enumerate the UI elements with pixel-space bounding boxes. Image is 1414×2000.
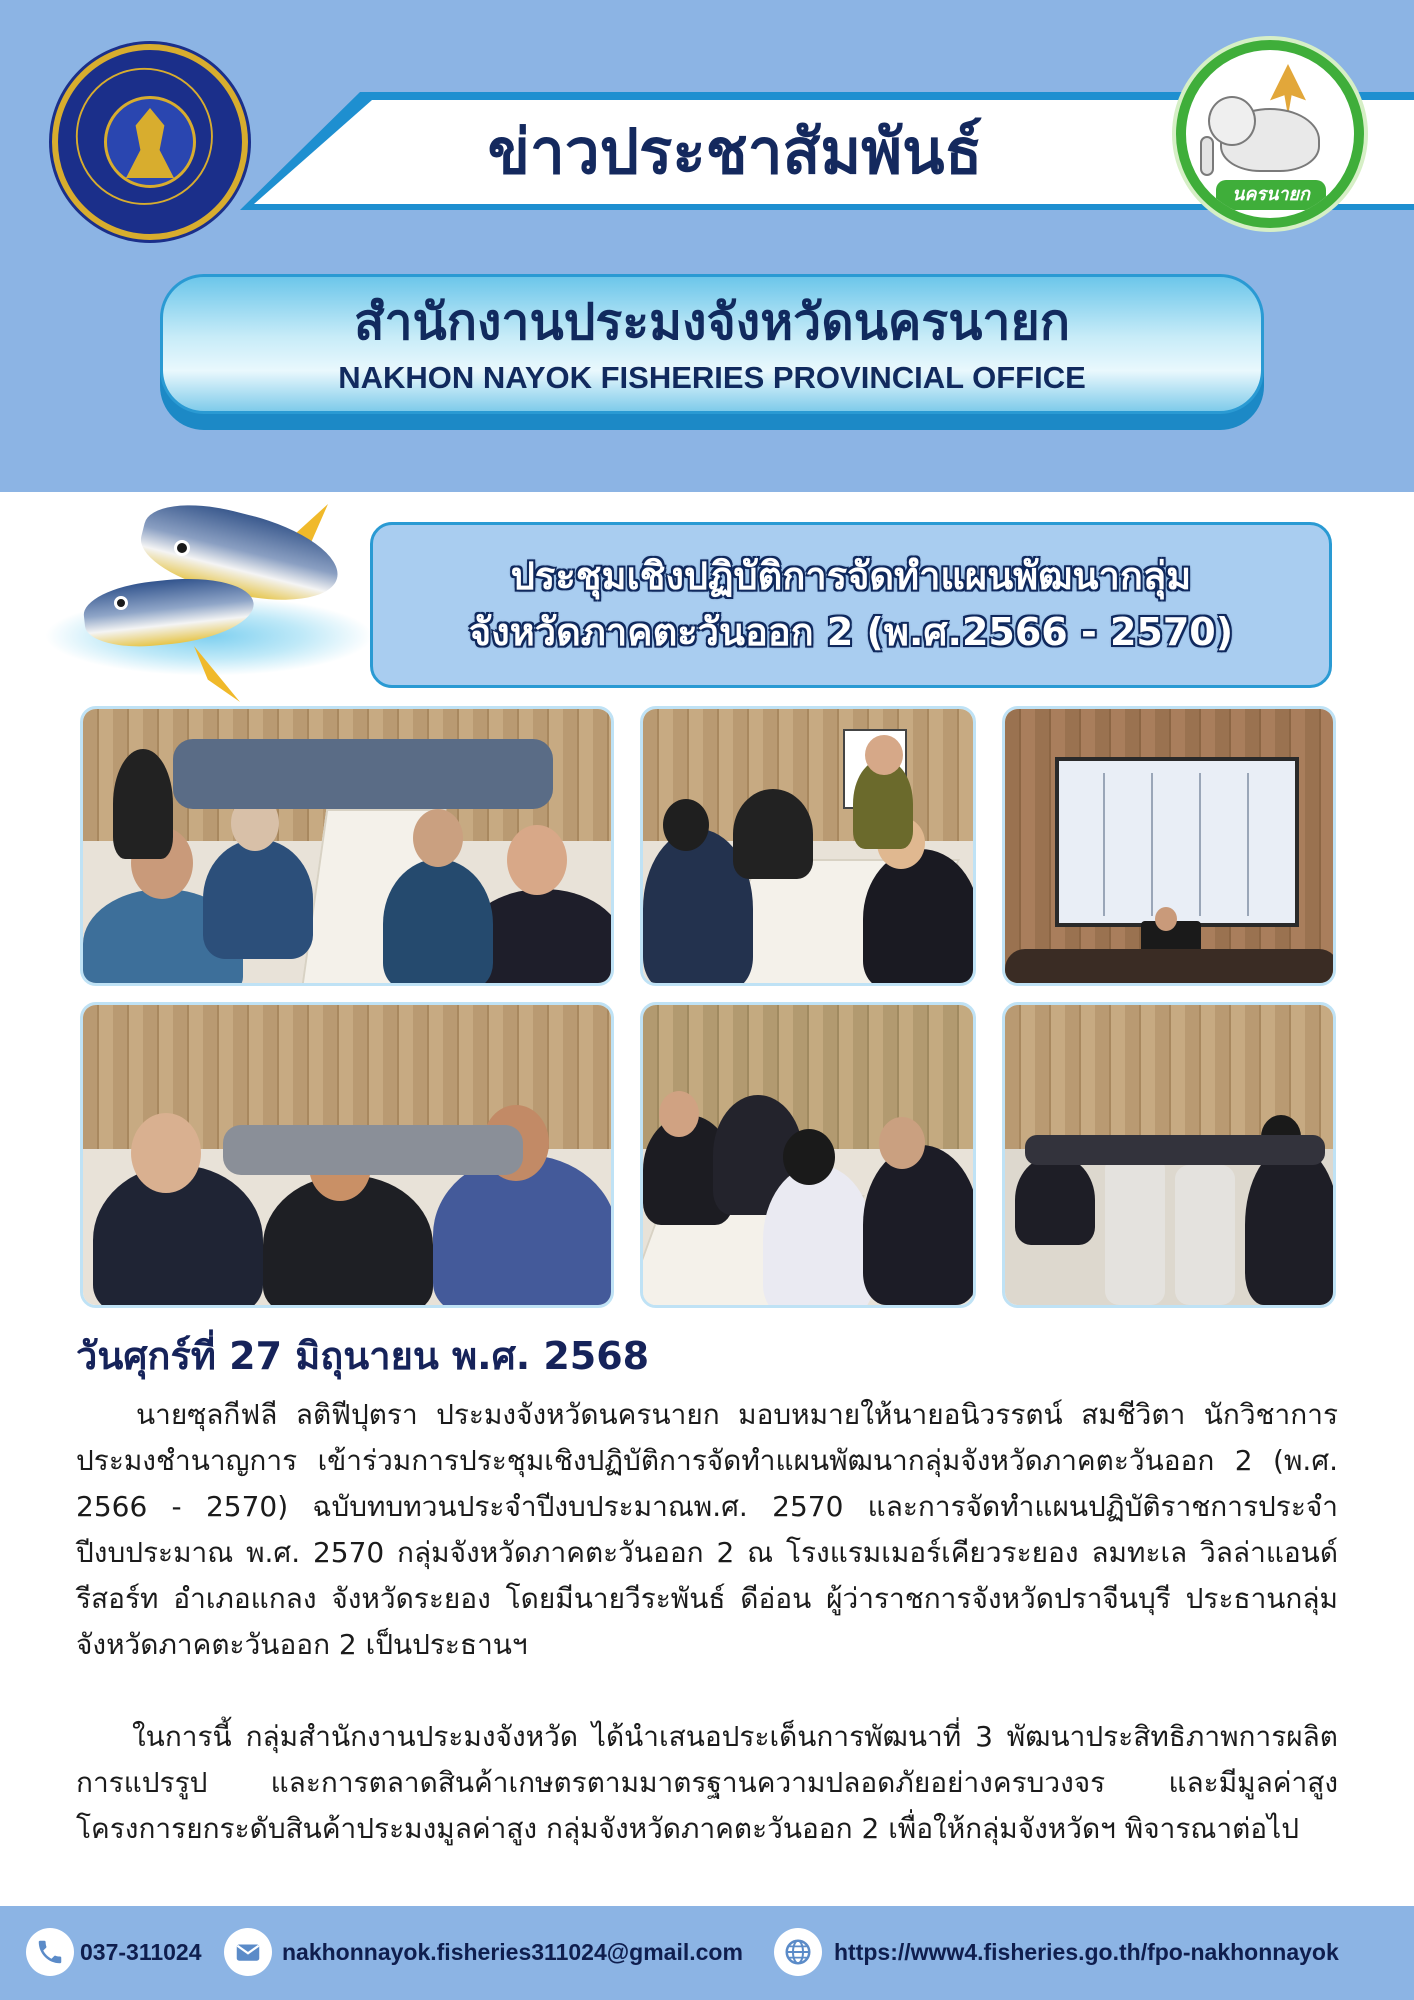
fish-eye-small-icon — [114, 596, 128, 610]
globe-icon — [774, 1928, 822, 1976]
topic-box — [370, 522, 1332, 688]
mail-icon — [224, 1928, 272, 1976]
article-paragraph-2: ในการนี้ กลุ่มสำนักงานประมงจังหวัด ได้นำเสนอประเด็นการพัฒนาที่ 3 พัฒนาประสิทธิภาพการผลิต การแปรรูป และการตลาดสินค้าเกษตรตามมาตรฐานความปลอดภัยอย่างครบวงจร และมีมูลค่าสูง โครงการยกระดับสินค้าประมงมูลค่าสูง กลุ่มจังหวัดภาคตะวันออก 2 เพื่อให้กลุ่มจังหวัดฯ พิจารณาต่อไป — [76, 1720, 1338, 1845]
article-date: วันศุกร์ที่ 27 มิถุนายน พ.ศ. 2568 — [76, 1334, 650, 1378]
office-name-thai: สำนักงานประมงจังหวัดนครนายก — [353, 293, 1071, 351]
photo-meeting-5 — [640, 1002, 976, 1308]
phone-icon — [26, 1928, 74, 1976]
office-name-english: NAKHON NAYOK FISHERIES PROVINCIAL OFFICE — [338, 360, 1086, 395]
topic-title-line2: จังหวัดภาคตะวันออก 2 (พ.ศ.2566 - 2570) — [468, 610, 1234, 654]
province-logo-label: นครนายก — [1216, 180, 1326, 210]
photo-meeting-6 — [1002, 1002, 1336, 1308]
fish-eye-icon — [174, 540, 190, 556]
photo-meeting-4 — [80, 1002, 614, 1308]
photo-meeting-2 — [640, 706, 976, 986]
topic-title-line1: ประชุมเชิงปฏิบัติการจัดทำแผนพัฒนากลุ่ม — [510, 554, 1192, 598]
fish-illustration — [44, 496, 374, 706]
header-section — [0, 0, 1414, 492]
photo-meeting-3 — [1002, 706, 1336, 986]
footer-website[interactable]: https://www4.fisheries.go.th/fpo-nakhonnayok — [834, 1939, 1339, 1965]
footer-phone: 037-311024 — [80, 1939, 202, 1965]
department-seal-logo — [52, 44, 248, 240]
footer-email[interactable]: nakhonnayok.fisheries311024@gmail.com — [282, 1939, 743, 1965]
photo-meeting-1 — [80, 706, 614, 986]
page-title: ข่าวประชาสัมพันธ์ — [487, 115, 983, 188]
article-paragraph-1: นายซุลกีฟลี ลติฟีปุตรา ประมงจังหวัดนครนายก มอบหมายให้นายอนิวรรตน์ สมชีวิตา นักวิชาการประมงชำนาญการ เข้าร่วมการประชุมเชิงปฏิบัติการจัดทำแผนพัฒนากลุ่มจังหวัดภาคตะวันออก 2 (พ.ศ. 2566 - 2570) ฉบับทบทวนประจำปีงบประมาณพ.ศ. 2570 และการจัดทำแผนปฏิบัติราชการประจำปีงบประมาณ พ.ศ. 2570 กลุ่มจังหวัดภาคตะวันออก 2 ณ โรงแรมเมอร์เคียวระยอง ลมทะเล วิลล่าแอนด์ รีสอร์ท อำเภอแกลง จังหวัดระยอง โดยมีนายวีระพันธ์ ดีอ่อน ผู้ว่าราชการจังหวัดปราจีนบุรี ประธานกลุ่มจังหวัดภาคตะวันออก 2 เป็นประธานฯ — [76, 1398, 1338, 1661]
